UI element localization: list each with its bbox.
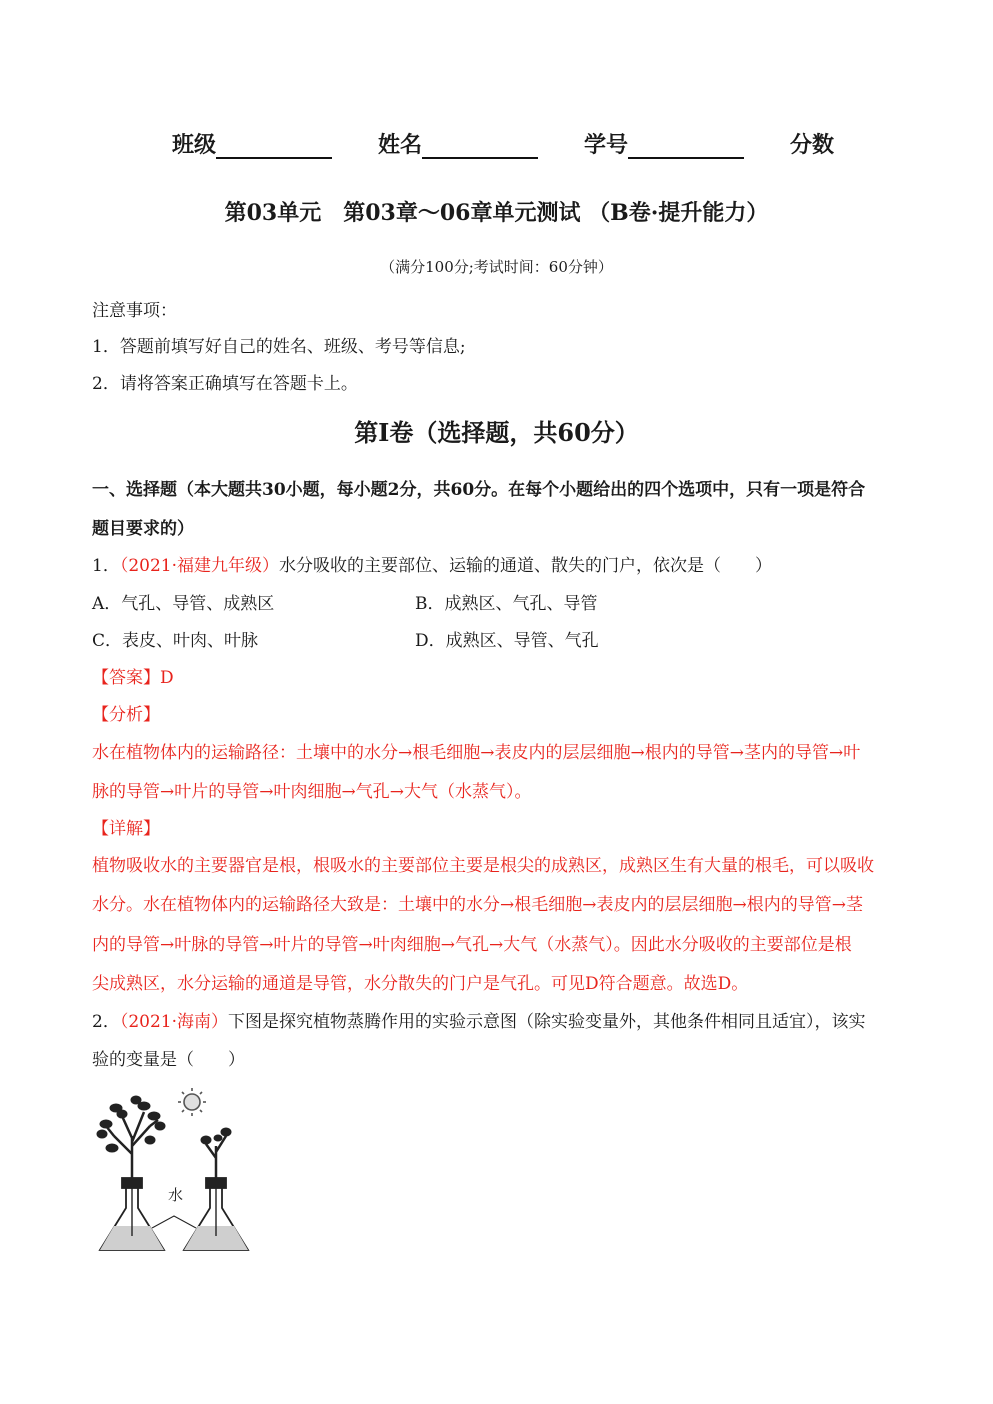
q1-answer — [92, 663, 174, 688]
notice-item-1: 1．答题前填写好自己的姓名、班级、考号等信息; — [92, 337, 466, 357]
q2-stem-line2: 验的变量是（ ） — [92, 1050, 245, 1070]
question-2 — [92, 1007, 866, 1032]
part-heading-line1: 一、选择题（本大题共30小题，每小题2分，共60分。在每个小题给出的四个选项中，只有一项是符合 — [92, 480, 866, 500]
q1-stem: 水分吸收的主要部位、运输的通道、散失的门户，依次是（ ） — [279, 556, 772, 576]
id-label: 学号 — [584, 132, 629, 158]
water-label: 水 — [168, 1187, 184, 1204]
student-info-row — [172, 128, 834, 159]
q1-option-a: A．气孔、导管、成熟区 — [92, 594, 275, 614]
sun-icon — [178, 1088, 206, 1116]
q1-option-b: B．成熟区、气孔、导管 — [415, 594, 598, 614]
score-label: 分数 — [790, 132, 835, 158]
transpiration-experiment-figure — [92, 1086, 272, 1258]
q1-option-d: D．成熟区、导管、气孔 — [415, 631, 599, 651]
q1-analysis-label: 【分析】 — [92, 705, 160, 725]
q1-detail-line-3: 内的导管→叶脉的导管→叶片的导管→叶肉细胞→气孔→大气（水蒸气）。因此水分吸收的主要部位是根 — [92, 935, 852, 955]
section-title: 第I卷（选择题，共60分） — [354, 418, 639, 447]
q1-number: 1． — [92, 556, 120, 576]
part-heading-line2: 题目要求的） — [92, 519, 194, 539]
question-1 — [92, 551, 772, 576]
class-label: 班级 — [172, 132, 217, 158]
q1-analysis-line-1: 水在植物体内的运输路径：土壤中的水分→根毛细胞→表皮内的层层细胞→根内的导管→茎内的导管→叶 — [92, 743, 861, 763]
exam-subtitle: （满分100分;考试时间：60分钟） — [380, 258, 613, 276]
notice-item-2: 2．请将答案正确填写在答题卡上。 — [92, 374, 358, 394]
q1-answer-label: 【答案】 — [92, 668, 160, 688]
left-plant-icon — [97, 1096, 165, 1184]
class-blank — [216, 133, 332, 159]
name-label: 姓名 — [378, 132, 423, 158]
page-title: 第03单元 第03章～06章单元测试 （B卷·提升能力） — [224, 200, 769, 226]
left-flask-icon — [100, 1178, 164, 1250]
q1-detail-line-2: 水分。水在植物体内的运输路径大致是：土壤中的水分→根毛细胞→表皮内的层层细胞→根内的导管→茎 — [92, 895, 863, 915]
q2-number: 2． — [92, 1012, 120, 1032]
water-label-pointers — [152, 1216, 196, 1228]
id-blank — [628, 133, 744, 159]
q1-detail-label: 【详解】 — [92, 819, 160, 839]
q1-analysis-line-2: 脉的导管→叶片的导管→叶肉细胞→气孔→大气（水蒸气）。 — [92, 782, 532, 802]
right-flask-icon — [184, 1178, 248, 1250]
right-plant-icon — [201, 1128, 231, 1184]
q1-option-c: C．表皮、叶肉、叶脉 — [92, 631, 259, 651]
q1-detail-line-1: 植物吸收水的主要器官是根，根吸水的主要部位主要是根尖的成熟区，成熟区生有大量的根毛，可以吸收 — [92, 856, 874, 876]
q1-source: （2021·福建九年级） — [119, 556, 279, 576]
q1-answer-value: D — [160, 668, 174, 688]
q1-detail-line-4: 尖成熟区，水分运输的通道是导管，水分散失的门户是气孔。可见D符合题意。故选D。 — [92, 974, 749, 994]
q2-source: （2021·海南） — [119, 1012, 228, 1032]
name-blank — [422, 133, 538, 159]
notice-heading: 注意事项： — [92, 301, 177, 321]
q2-stem-line1: 下图是探究植物蒸腾作用的实验示意图（除实验变量外，其他条件相同且适宜），该实 — [228, 1012, 866, 1032]
